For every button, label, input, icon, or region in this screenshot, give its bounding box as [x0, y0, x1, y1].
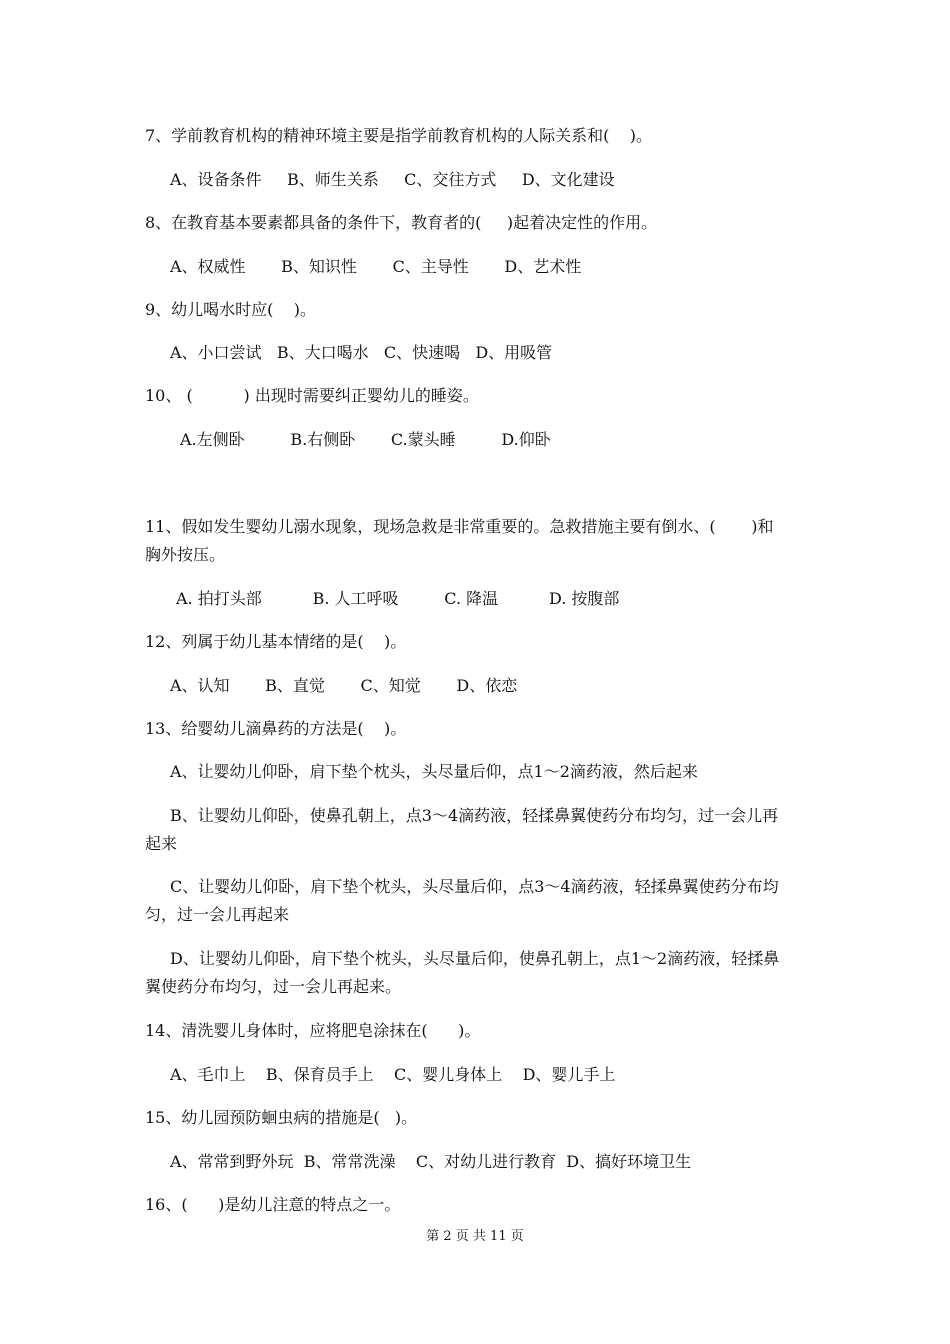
question-13-option-b: B、让婴幼儿仰卧，使鼻孔朝上，点3～4滴药液，轻揉鼻翼使药分布均匀，过一会儿再 — [170, 806, 779, 825]
question-11-options: A. 拍打头部 B. 人工呼吸 C. 降温 D. 按腹部 — [176, 589, 620, 608]
question-9-options: A、小口尝试 B、大口喝水 C、快速喝 D、用吸管 — [170, 343, 553, 362]
question-11-cont: 胸外按压。 — [145, 545, 226, 564]
question-11: 11、假如发生婴幼儿溺水现象，现场急救是非常重要的。急救措施主要有倒水、( )和 — [145, 517, 774, 536]
question-8-options: A、权威性 B、知识性 C、主导性 D、艺术性 — [170, 257, 582, 276]
question-13-option-d-cont: 翼使药分布均匀，过一会儿再起来。 — [145, 977, 402, 996]
question-16: 16、( )是幼儿注意的特点之一。 — [145, 1195, 401, 1214]
question-10-options: A.左侧卧 B.右侧卧 C.蒙头睡 D.仰卧 — [180, 430, 551, 449]
question-15-options: A、常常到野外玩 B、常常洗澡 C、对幼儿进行教育 D、搞好环境卫生 — [170, 1152, 692, 1171]
question-7: 7、学前教育机构的精神环境主要是指学前教育机构的人际关系和( )。 — [145, 126, 653, 145]
question-10: 10、 ( ) 出现时需要纠正婴幼儿的睡姿。 — [145, 386, 479, 405]
page-footer: 第 2 页 共 11 页 — [426, 1229, 524, 1244]
question-12: 12、列属于幼儿基本情绪的是( )。 — [145, 632, 407, 651]
question-13-option-c: C、让婴幼儿仰卧，肩下垫个枕头，头尽量后仰，点3～4滴药液，轻揉鼻翼使药分布均 — [170, 877, 779, 896]
question-8: 8、在教育基本要素都具备的条件下，教育者的( )起着决定性的作用。 — [145, 213, 658, 232]
question-13-option-c-cont: 匀，过一会儿再起来 — [145, 905, 290, 924]
question-13-option-a: A、让婴幼儿仰卧，肩下垫个枕头，头尽量后仰，点1～2滴药液，然后起来 — [170, 762, 698, 781]
question-7-options: A、设备条件 B、师生关系 C、交往方式 D、文化建设 — [170, 170, 615, 189]
question-14-options: A、毛巾上 B、保育员手上 C、婴儿身体上 D、婴儿手上 — [170, 1065, 616, 1084]
question-14: 14、清洗婴儿身体时，应将肥皂涂抹在( )。 — [145, 1021, 481, 1040]
question-15: 15、幼儿园预防蛔虫病的措施是( )。 — [145, 1108, 418, 1127]
question-13-option-d: D、让婴幼儿仰卧，肩下垫个枕头，头尽量后仰，使鼻孔朝上，点1～2滴药液，轻揉鼻 — [170, 949, 780, 968]
question-13: 13、给婴幼儿滴鼻药的方法是( )。 — [145, 719, 407, 738]
question-13-option-b-cont: 起来 — [145, 834, 178, 853]
question-9: 9、幼儿喝水时应( )。 — [145, 300, 317, 319]
question-12-options: A、认知 B、直觉 C、知觉 D、依恋 — [170, 676, 518, 695]
